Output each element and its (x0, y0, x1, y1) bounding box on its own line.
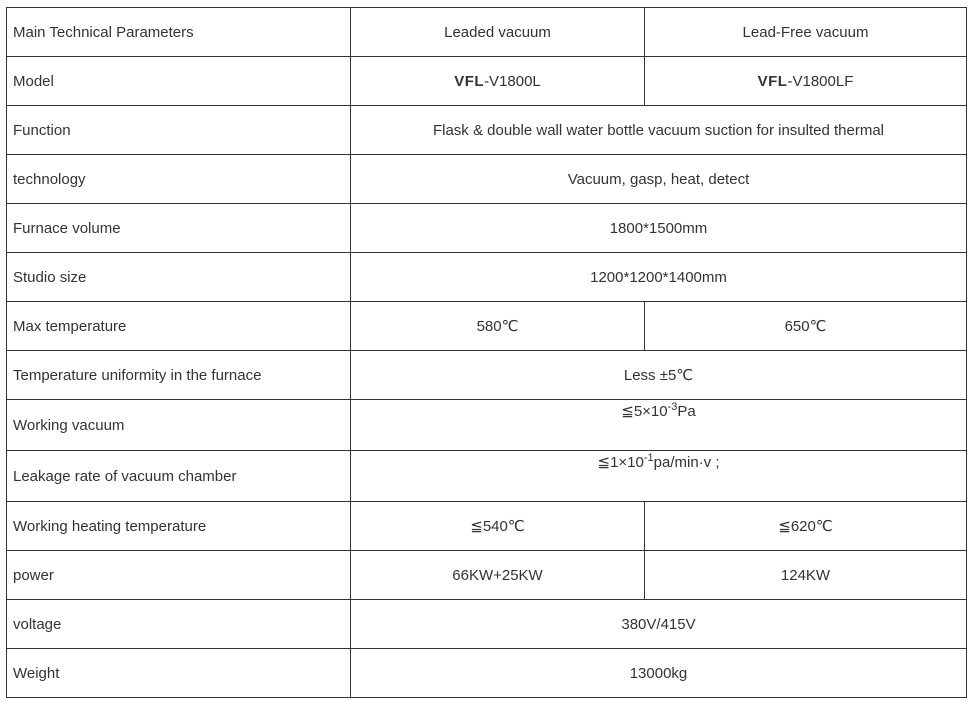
technology-value-cell: Vacuum, gasp, heat, detect (351, 155, 967, 204)
power-lead-free-cell: 124KW (645, 551, 967, 600)
table-row-technology (7, 155, 967, 204)
working-vacuum-label-cell: Working vacuum (7, 400, 351, 451)
table-row-weight (7, 649, 967, 698)
working-vacuum-unit: Pa (677, 403, 696, 420)
model-label-cell: Model (7, 57, 351, 106)
table-row-studio-size (7, 253, 967, 302)
model-leaded-cell (351, 57, 645, 106)
leakage-rate-exponent: -1 (643, 452, 654, 464)
working-heating-temperature-leaded-cell: ≦540℃ (351, 502, 645, 551)
model-lead-free-prefix: VFL (757, 72, 788, 90)
leakage-rate-prefix: ≦1×10 (597, 454, 644, 471)
max-temperature-label-cell: Max temperature (7, 302, 351, 351)
model-lead-free-suffix: -V1800LF (787, 72, 854, 90)
working-vacuum-value-cell (351, 400, 967, 451)
table-row-power (7, 551, 967, 600)
table-row-temperature-uniformity (7, 351, 967, 400)
furnace-volume-label-cell: Furnace volume (7, 204, 351, 253)
studio-size-label-cell: Studio size (7, 253, 351, 302)
model-lead-free-cell (645, 57, 967, 106)
studio-size-value-cell: 1200*1200*1400mm (351, 253, 967, 302)
temperature-uniformity-label-cell: Temperature uniformity in the furnace (7, 351, 351, 400)
table-row-leakage-rate (7, 451, 967, 502)
table-row-working-heating-temperature (7, 502, 967, 551)
table-row-header (7, 8, 967, 57)
max-temperature-lead-free-cell: 650℃ (645, 302, 967, 351)
voltage-value-cell: 380V/415V (351, 600, 967, 649)
temperature-uniformity-value-cell: Less ±5℃ (351, 351, 967, 400)
header-lead-free-cell: Lead-Free vacuum (645, 8, 967, 57)
max-temperature-leaded-cell: 580℃ (351, 302, 645, 351)
technical-parameters-table (6, 7, 967, 698)
weight-value-cell: 13000kg (351, 649, 967, 698)
spec-table-container (6, 7, 966, 698)
header-label-cell: Main Technical Parameters (7, 8, 351, 57)
table-row-furnace-volume (7, 204, 967, 253)
table-row-max-temperature (7, 302, 967, 351)
power-label-cell: power (7, 551, 351, 600)
leakage-rate-label-cell: Leakage rate of vacuum chamber (7, 451, 351, 502)
leakage-rate-unit: pa/min·v ; (653, 454, 720, 471)
model-leaded-prefix: VFL (454, 72, 485, 90)
leakage-rate-value-cell (351, 451, 967, 502)
working-heating-temperature-lead-free-cell: ≦620℃ (645, 502, 967, 551)
header-leaded-cell: Leaded vacuum (351, 8, 645, 57)
table-row-model (7, 57, 967, 106)
working-heating-temperature-label-cell: Working heating temperature (7, 502, 351, 551)
table-row-working-vacuum (7, 400, 967, 451)
weight-label-cell: Weight (7, 649, 351, 698)
working-vacuum-prefix: ≦5×10 (621, 403, 668, 420)
technology-label-cell: technology (7, 155, 351, 204)
model-leaded-suffix: -V1800L (484, 72, 541, 90)
function-value-cell: Flask & double wall water bottle vacuum suction for insulted thermal (351, 106, 967, 155)
furnace-volume-value-cell: 1800*1500mm (351, 204, 967, 253)
table-row-function (7, 106, 967, 155)
power-leaded-cell: 66KW+25KW (351, 551, 645, 600)
function-label-cell: Function (7, 106, 351, 155)
voltage-label-cell: voltage (7, 600, 351, 649)
table-row-voltage (7, 600, 967, 649)
working-vacuum-exponent: -3 (667, 401, 678, 413)
